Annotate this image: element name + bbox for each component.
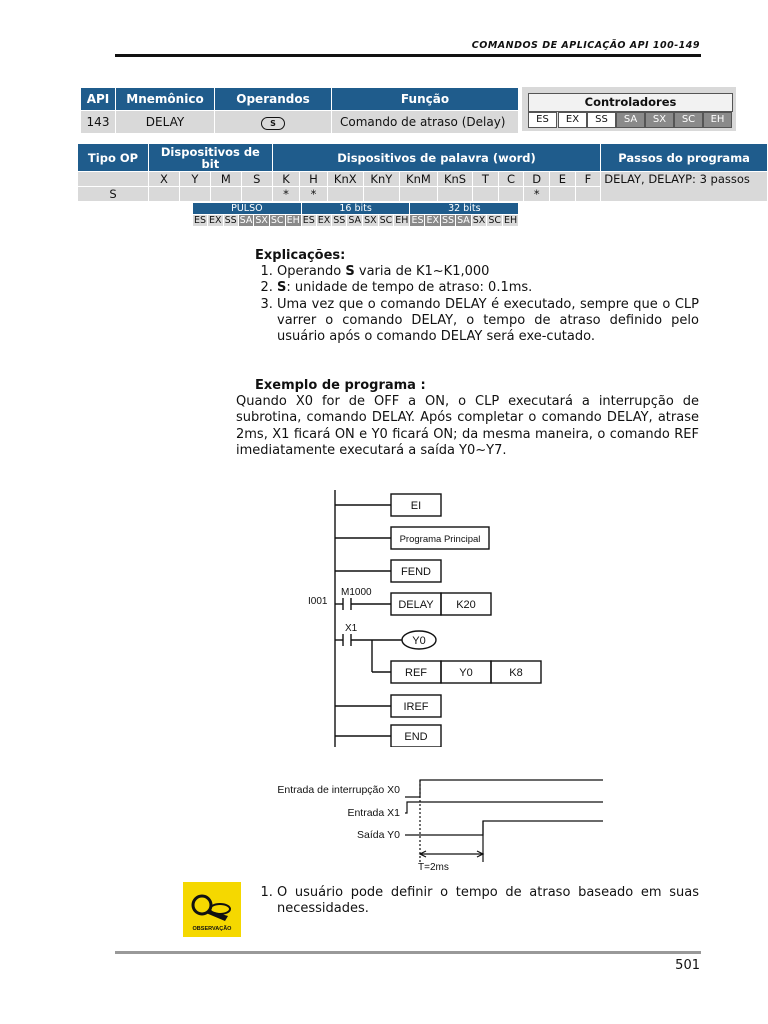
example-text: Quando X0 for de OFF a ON, o CLP executará a interrupção de subrotina, comando DELAY. Após completar o comando DELAY, atrase 2ms, X1 ficará ON e Y0 ficará ON; da mesma maneira, o comando REF imediatamente executará a saída Y0~Y7.: [236, 394, 699, 458]
device-mark-knx: [327, 187, 363, 202]
bits16-es: ES: [302, 215, 315, 226]
operands-header: Operandos: [215, 88, 332, 111]
ladder-diagram: [305, 485, 545, 747]
command-table: [80, 87, 519, 134]
bits16-ex: EX: [317, 215, 331, 226]
bits32-sc: SC: [488, 215, 501, 226]
bit-devices-header: Dispositivos de bit: [148, 144, 272, 172]
explanation-item-2: [277, 280, 699, 296]
ladder-x1: X1: [345, 623, 358, 634]
ladder-iref: IREF: [403, 701, 429, 713]
explanation-2-bold: S: [277, 280, 287, 296]
bits32-ex: EX: [426, 215, 439, 226]
explanations-list: [255, 264, 699, 345]
bits32-ss: SS: [442, 215, 455, 226]
bits16-eh: EH: [395, 215, 409, 226]
device-col-t: T: [473, 172, 499, 187]
bits32-es: ES: [411, 215, 424, 226]
ladder-delay: DELAY: [398, 599, 434, 611]
controllers-title: Controladores: [528, 93, 733, 112]
bits32-sa: SA: [457, 215, 470, 226]
ladder-ref-y0: Y0: [459, 667, 473, 679]
device-mark-f: [575, 187, 601, 202]
bits16-ss: SS: [333, 215, 346, 226]
device-mark-s: [241, 187, 272, 202]
device-mark-k: *: [272, 187, 299, 202]
device-mark-knm: [399, 187, 437, 202]
device-col-kny: KnY: [363, 172, 399, 187]
timing-x0-label: Entrada de interrupção X0: [277, 784, 400, 796]
x0-signal: [405, 780, 603, 797]
pulse-bits-row: [193, 215, 519, 227]
program-steps-value: DELAY, DELAYP: 3 passos: [601, 172, 768, 202]
bits32-header: 32 bits: [410, 203, 519, 215]
device-col-kns: KnS: [437, 172, 472, 187]
ladder-interrupt-label: I001: [308, 596, 328, 607]
bits16-header: 16 bits: [301, 203, 410, 215]
pulse-bits-table: [192, 202, 519, 227]
mnemonic-header: Mnemônico: [116, 88, 215, 111]
x1-signal: [405, 802, 603, 813]
pulse-ss: SS: [224, 215, 237, 226]
pulse-es: ES: [194, 215, 207, 226]
device-mark-m: [210, 187, 241, 202]
device-columns-row: [78, 172, 768, 187]
explanation-1-bold: S: [345, 264, 355, 279]
controller-eh: EH: [703, 112, 732, 128]
device-table: [77, 143, 768, 202]
ladder-fend: FEND: [401, 566, 431, 578]
device-col-h: H: [300, 172, 328, 187]
device-mark-h: *: [300, 187, 328, 202]
device-mark-x: [148, 187, 179, 202]
device-col-x: X: [148, 172, 179, 187]
ladder-y0-coil: Y0: [412, 635, 426, 647]
bits32-sx: SX: [472, 215, 486, 226]
timing-diagram: [245, 772, 610, 872]
timing-t-label: T=2ms: [418, 862, 449, 872]
ladder-ref: REF: [405, 667, 427, 679]
pulse-sc: SC: [270, 215, 284, 226]
explanation-1-post: varia de K1~K1,000: [354, 264, 490, 279]
device-col-d: D: [524, 172, 550, 187]
running-header: COMANDOS DE APLICAÇÃO API 100-149: [471, 40, 700, 51]
mnemonic-value: DELAY: [116, 111, 215, 134]
device-col-y: Y: [179, 172, 210, 187]
device-col-c: C: [498, 172, 524, 187]
device-mark-kns: [437, 187, 472, 202]
timing-x1-label: Entrada X1: [347, 807, 400, 819]
program-steps-header: Passos do programa: [601, 144, 768, 172]
operand-row-label: S: [78, 187, 149, 202]
pulse-sx: SX: [255, 215, 268, 226]
controller-ss: SS: [587, 112, 616, 128]
explanation-item-1: [277, 264, 699, 280]
device-mark-kny: [363, 187, 399, 202]
type-op-blank: [78, 172, 149, 187]
observation-badge-text: OBSERVAÇÃO: [192, 926, 232, 932]
device-mark-d: *: [524, 187, 550, 202]
operand-s-badge: S: [261, 117, 285, 130]
bits32-eh: EH: [504, 215, 518, 226]
api-number: 143: [81, 111, 116, 134]
pulse-eh: EH: [286, 215, 300, 226]
type-op-header: Tipo OP: [78, 144, 149, 172]
device-mark-c: [498, 187, 524, 202]
pulse-header: PULSO: [193, 203, 302, 215]
ladder-m1000: M1000: [341, 587, 372, 598]
device-mark-e: [550, 187, 576, 202]
pulse-ex: EX: [209, 215, 222, 226]
device-col-knm: KnM: [399, 172, 437, 187]
controller-sa: SA: [616, 112, 645, 128]
footer-rule: [115, 951, 701, 954]
device-col-s: S: [241, 172, 272, 187]
explanation-2-post: : unidade de tempo de atraso: 0.1ms.: [286, 280, 533, 296]
pulse-sa: SA: [239, 215, 253, 226]
ladder-k20: K20: [456, 599, 476, 611]
controller-ex: EX: [558, 112, 587, 128]
function-value: Comando de atraso (Delay): [332, 111, 519, 134]
page-number: 501: [675, 958, 700, 973]
header-rule: [115, 54, 701, 57]
bits16-sa: SA: [348, 215, 362, 226]
observation-badge: [183, 882, 241, 937]
word-devices-header: Dispositivos de palavra (word): [272, 144, 600, 172]
device-mark-t: [473, 187, 499, 202]
api-header: API: [81, 88, 116, 111]
function-header: Função: [332, 88, 519, 111]
device-col-knx: KnX: [327, 172, 363, 187]
explanations-title: Explicações:: [255, 248, 346, 263]
controller-sx: SX: [645, 112, 674, 128]
device-col-e: E: [550, 172, 576, 187]
operand-value: [215, 111, 332, 134]
controller-sc: SC: [674, 112, 703, 128]
device-col-k: K: [272, 172, 299, 187]
ladder-ei: EI: [410, 500, 422, 512]
timing-y0-label: Saída Y0: [356, 829, 400, 841]
note-item-1: 1. O usuário pode definir o tempo de atraso baseado em suas necessidades.: [277, 885, 699, 918]
bits16-sx: SX: [364, 215, 377, 226]
note-list: [255, 885, 699, 918]
device-col-m: M: [210, 172, 241, 187]
device-mark-y: [179, 187, 210, 202]
device-col-f: F: [575, 172, 601, 187]
bits16-sc: SC: [379, 215, 393, 226]
controller-es: ES: [528, 112, 557, 128]
example-title: Exemplo de programa :: [255, 378, 426, 393]
explanation-1-pre: Operando: [277, 264, 346, 279]
explanation-item-3: 3. Uma vez que o comando DELAY é executado, sempre que o CLP varrer o comando DELAY, o tempo de atraso definido pelo usuário após o comando DELAY será exe-cutado.: [277, 297, 699, 346]
ladder-k8: K8: [509, 667, 523, 679]
y0-signal: [405, 821, 603, 835]
ladder-main-program: Programa Principal: [399, 534, 481, 545]
ladder-end: END: [404, 731, 428, 743]
